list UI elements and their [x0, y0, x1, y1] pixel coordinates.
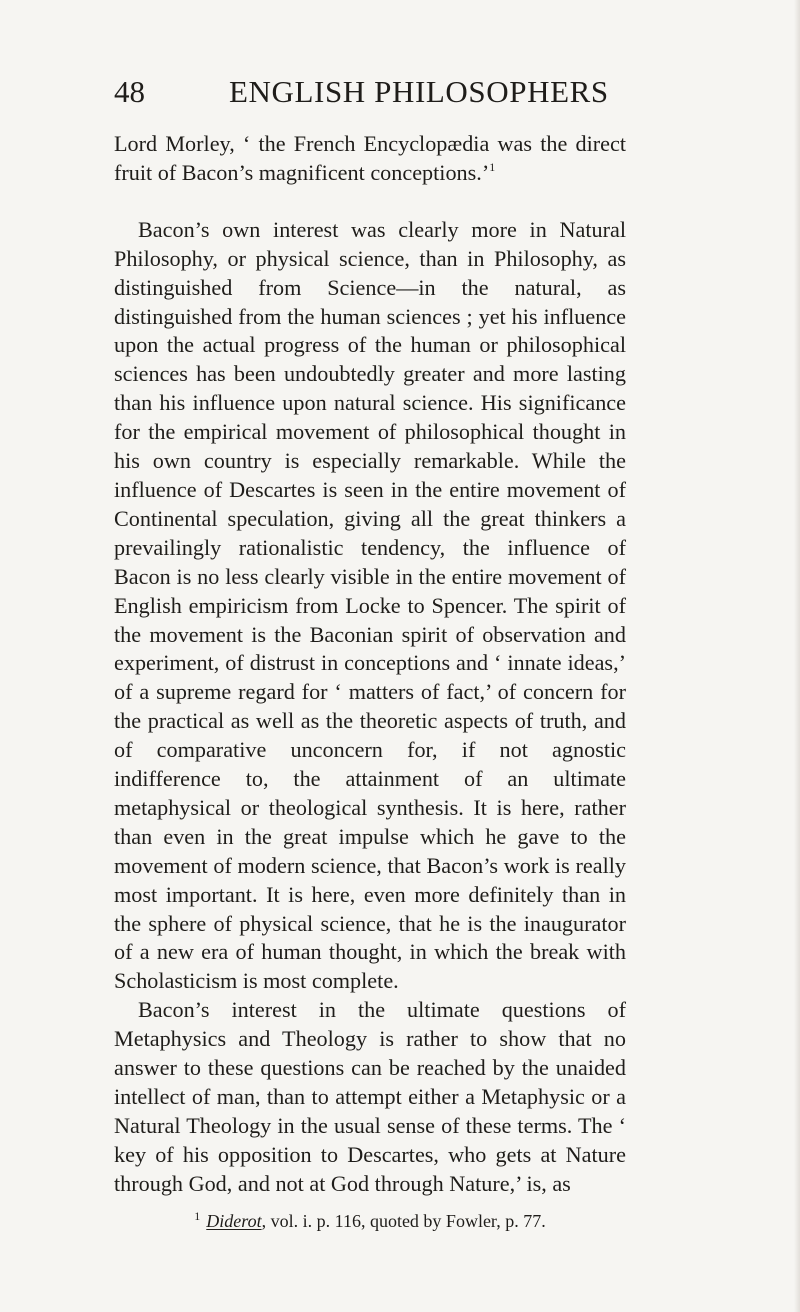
footnote-text: , vol. i. p. 116, quoted by Fowler, p. 77. — [261, 1211, 546, 1231]
footnote — [114, 1204, 626, 1233]
paragraph-1-text: Lord Morley, ‘ the French Encyclopædia was the direct fruit of Bacon’s magnificent conceptions.’ — [114, 131, 626, 185]
paragraph-3: Bacon’s interest in the ultimate questions of Metaphysics and Theology is rather to show that no answer to these questions can be reached by the unaided intellect of man, than to attempt either a Metaphysic or a Natural Theology in the usual sense of these terms. The ‘ key of his opposition to Descartes, who gets at Nature through God, and not at God through Nature,’ is, as — [114, 997, 626, 1196]
paragraph-1 — [114, 130, 626, 188]
body-text — [114, 130, 626, 1199]
footnote-title: Diderot — [206, 1211, 262, 1231]
running-head: ENGLISH PHILOSOPHERS — [229, 74, 609, 109]
paragraph-2: Bacon’s own interest was clearly more in Natural Philosophy, or physical science, than in Philosophy, as distinguished from Science—in the natural, as distinguished from the human sciences ; yet his influence upon the actual progress of the human or philosophical sciences has been undoubtedly greater and more lasting than his influence upon natural science. His significance for the empirical movement of philosophical thought in his own country is especially remarkable. While the influence of Descartes is seen in the entire movement of Continental speculation, giving all the great thinkers a prevailingly rationalistic tendency, the influence of Bacon is no less clearly visible in the entire movement of English empiricism from Locke to Spencer. The spirit of the movement is the Baconian spirit of observation and experiment, of distrust in conceptions and ‘ innate ideas,’ of a supreme regard for ‘ matters of fact,’ of concern for the practical as well as the theoretic aspects of truth, and of comparative unconcern for, if not agnostic indifference to, the attainment of an ultimate metaphysical or theological synthesis. It is here, rather than even in the great impulse which he gave to the movement of modern science, that Bacon’s work is really most important. It is here, even more definitely than in the sphere of physical science, that he is the inaugurator of a new era of human thought, in which the break with Scholasticism is most complete. — [114, 216, 626, 994]
page-number: 48 — [114, 74, 145, 109]
page-header — [114, 74, 628, 118]
footnote-mark: 1 — [194, 1209, 201, 1223]
footnote-reference: 1 — [489, 159, 496, 174]
page-edge-shadow — [794, 0, 800, 1312]
